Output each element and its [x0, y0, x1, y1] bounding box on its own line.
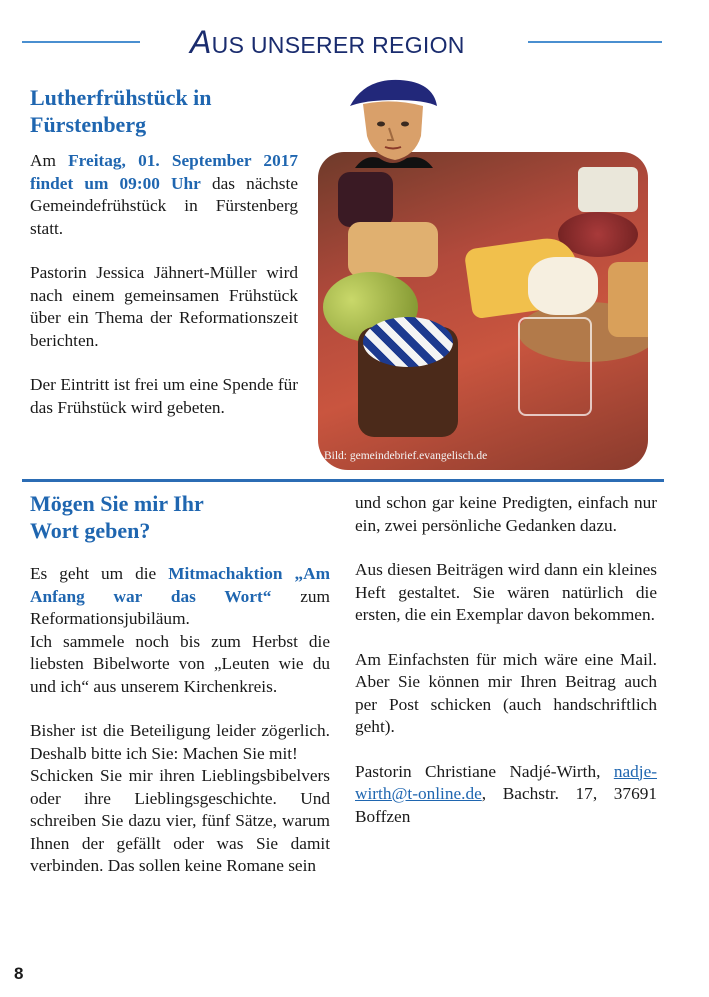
article2-title-line1: Mögen Sie mir Ihr [30, 491, 204, 516]
article2-paragraph-participation: Bisher ist die Beteiligung leider zögerlich. Deshalb bitte ich Sie: Machen Sie mit! [30, 721, 330, 763]
campaign-highlight: Mitmachaktion „Am Anfang war das Wort“ [30, 564, 330, 606]
email-link[interactable]: nadje-wirth@t-online.de [355, 761, 657, 803]
article2-paragraph-booklet: Aus diesen Beiträgen wird dann ein kleines Heft gestaltet. Sie wären natürlich die ersten, die ein Exemplar davon bekommen. [355, 560, 657, 624]
article2-paragraph-intro: Es geht um die Mitmachaktion „Am Anfang war das Wort“ zum Reformationsjubiläum. [30, 564, 330, 628]
article1-body [30, 150, 298, 441]
article2-paragraph-send: Schicken Sie mir ihren Lieblingsbibelvers oder ihre Lieblingsgeschichte. Und schreiben Sie dazu vier, fünf Sätze, warum Ihnen der gefällt oder was Sie damit verbinden. Das sollen keine Romane sein [30, 766, 330, 875]
section-title-initial: A [190, 24, 212, 60]
section-title [190, 24, 500, 61]
luther-portrait [345, 76, 440, 168]
header-rule-right [528, 41, 662, 43]
article2-signature [355, 761, 657, 829]
event-date-highlight: Freitag, 01. September 2017 findet um 09:00 Uhr [30, 151, 298, 193]
article1-paragraph-speaker: Pastorin Jessica Jähnert-Müller wird nach einem gemeinsamen Frühstück über ein Thema der Reformationszeit berichten. [30, 263, 298, 350]
article1-title-line1: Lutherfrühstück in [30, 85, 212, 110]
article2-title [30, 490, 320, 544]
breakfast-photo [318, 152, 648, 470]
article2-title-line2: Wort geben? [30, 518, 151, 543]
signature-name: Pastorin Christiane Nadjé-Wirth, [355, 761, 601, 781]
article2-paragraph-thoughts: und schon gar keine Predigten, einfach nur ein, zwei persönliche Gedanken dazu. [355, 493, 657, 535]
signature-address: , Bachstr. 17, 37691 Boffzen [355, 784, 657, 826]
article1-title-line2: Fürstenberg [30, 112, 147, 137]
article2-paragraph-collect: Ich sammele noch bis zum Herbst die liebsten Bibelworte von „Leuten wie du und ich“ aus unserem Kirchenkreis. [30, 631, 330, 696]
article2-column-right [355, 492, 657, 850]
photo-credit: Bild: gemeindebrief.evangelisch.de [324, 450, 488, 462]
page-number: 8 [14, 964, 24, 983]
section-divider [22, 479, 664, 482]
article2-paragraph-mail: Am Einfachsten für mich wäre eine Mail. Aber Sie können mir Ihren Beitrag auch per Post schicken (auch handschriftlich geht). [355, 649, 657, 736]
section-title-text: US UNSERER REGION [211, 32, 465, 58]
article1-paragraph-entry: Der Eintritt ist frei um eine Spende für das Frühstück wird gebeten. [30, 375, 298, 417]
header-rule-left [22, 41, 140, 43]
article1-paragraph-date: Am Freitag, 01. September 2017 findet um 09:00 Uhr das nächste Gemeindefrühstück in Fürstenberg statt. [30, 151, 298, 238]
article1-title [30, 84, 310, 138]
article2-column-left [30, 563, 330, 900]
